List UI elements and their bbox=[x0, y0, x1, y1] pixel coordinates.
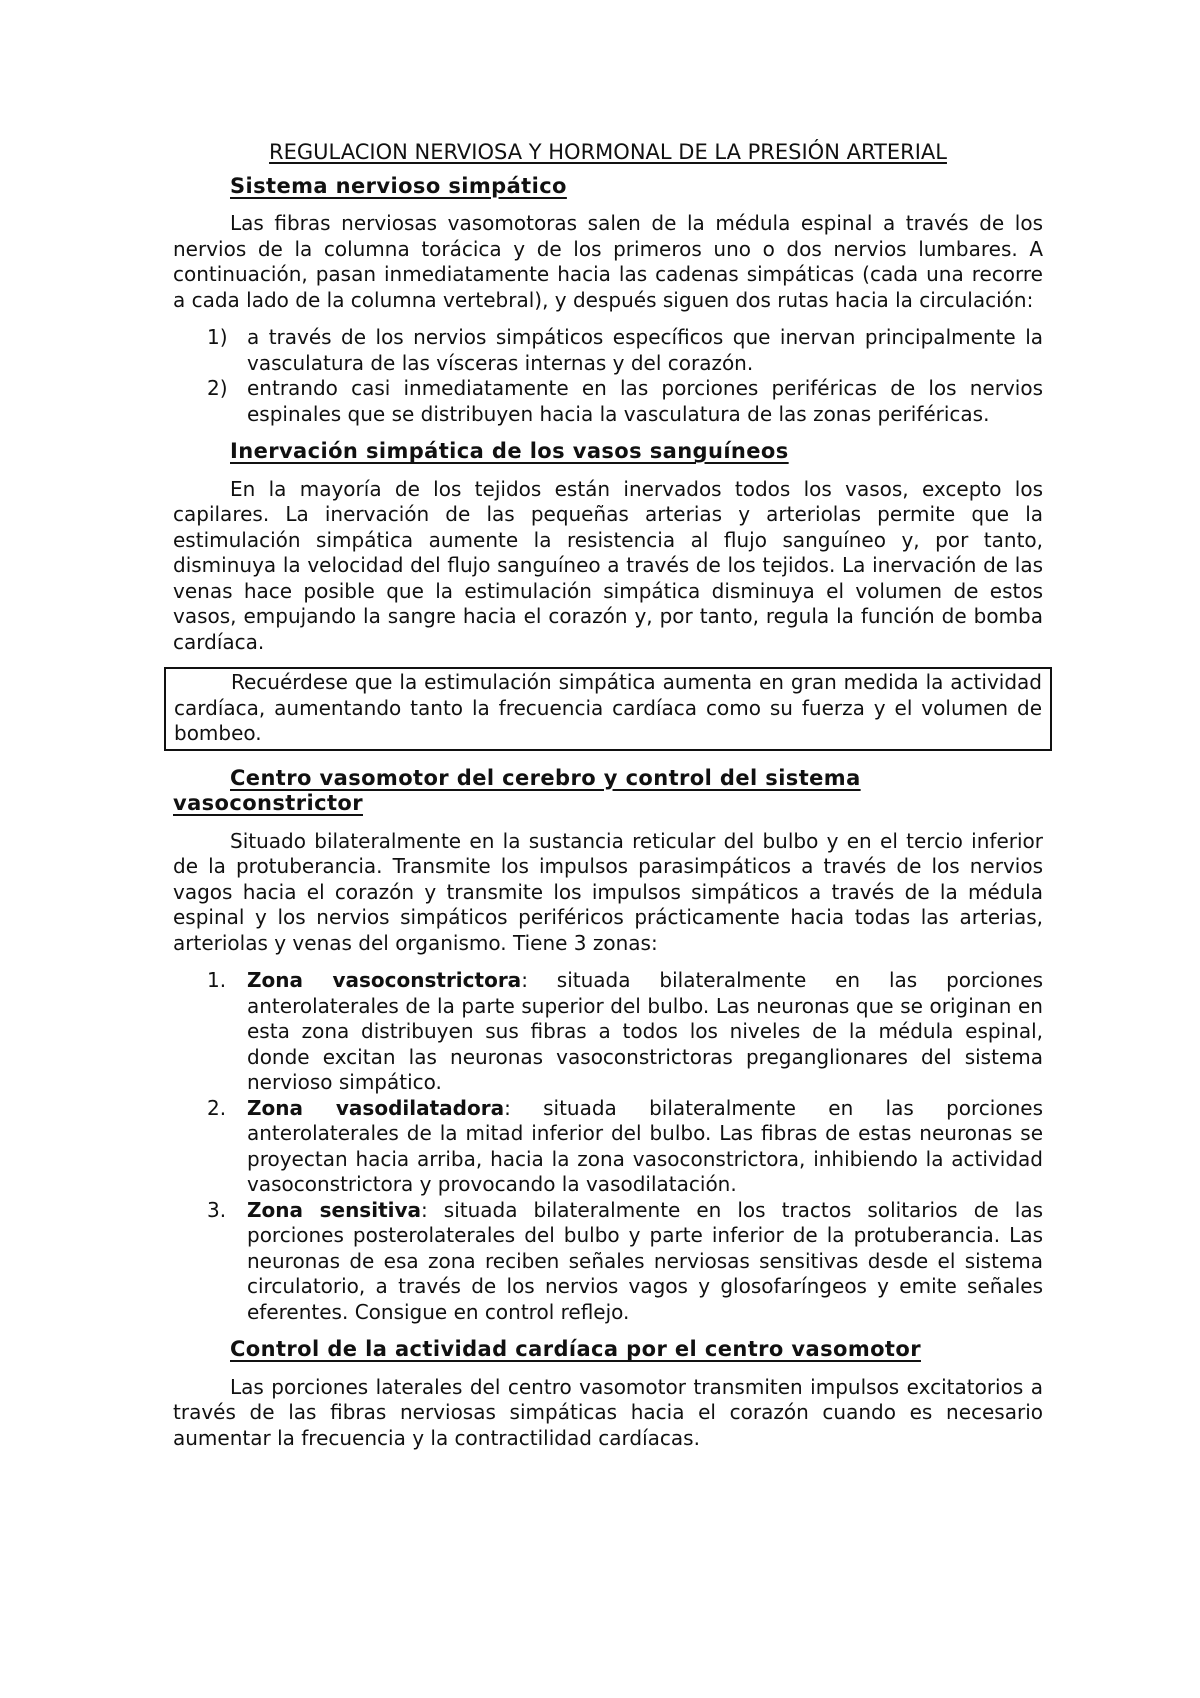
document-title: REGULACION NERVIOSA Y HORMONAL DE LA PRESIÓN ARTERIAL bbox=[269, 140, 947, 164]
list-item-number: 3. bbox=[207, 1197, 227, 1222]
list-item-text: entrando casi inmediatamente en las porciones periféricas de los nervios espinales que se distribuyen hacia la vasculatura de las zonas periféricas. bbox=[247, 376, 1043, 426]
list-item-text: : situada bilateralmente en las porciones anterolaterales de la mitad inferior del bulbo. Las fibras de estas neuronas se proyectan hacia arriba, hacia la zona vasoconstrictora, inhibiendo la actividad vasoconstrictora y provocando la vasodilatación. bbox=[247, 1095, 1043, 1196]
list-item-number: 1) bbox=[207, 325, 228, 349]
document-page bbox=[173, 140, 1043, 1463]
section-paragraph: Las fibras nerviosas vasomotoras salen de la médula espinal a través de los nervios de la columna torácica y de los primeros uno o dos nervios lumbares. A continuación, pasan inmediatamente hacia las cadenas simpáticas (cada una recorre a cada lado de la columna vertebral), y después siguen dos rutas hacia la circulación: bbox=[173, 211, 1043, 312]
list-item-number: 1. bbox=[207, 968, 227, 992]
note-box bbox=[164, 667, 1052, 751]
section-paragraph: Situado bilateralmente en la sustancia reticular del bulbo y en el tercio inferior de la protuberancia. Transmite los impulsos parasimpáticos a través de los nervios vagos hacia el corazón y transmite los impulsos simpáticos a través de la médula espinal y los nervios simpáticos periféricos prácticamente hacia todas las arterias, arteriolas y venas del organismo. Tiene 3 zonas: bbox=[173, 828, 1043, 955]
list-item bbox=[173, 1198, 1043, 1326]
list-item bbox=[173, 376, 1043, 427]
section-heading-centro-vasomotor: Centro vasomotor del cerebro y control del sistema vasoconstrictor bbox=[173, 765, 861, 815]
list-item-number: 2. bbox=[207, 1095, 227, 1120]
section-heading-control-cardiaca: Control de la actividad cardíaca por el centro vasomotor bbox=[230, 1337, 921, 1361]
section-heading-inervacion: Inervación simpática de los vasos sanguíneos bbox=[230, 439, 789, 463]
list-item-term: Zona sensitiva bbox=[247, 1197, 422, 1222]
section-paragraph: En la mayoría de los tejidos están inervados todos los vasos, excepto los capilares. La inervación de las pequeñas arterias y arteriolas permite que la estimulación simpática aumente la resistencia al flujo sanguíneo y, por tanto, disminuya la velocidad del flujo sanguíneo a través de los tejidos. La inervación de las venas hace posible que la estimulación simpática disminuya el volumen de estos vasos, empujando la sangre hacia el corazón y, por tanto, regula la función de bomba cardíaca. bbox=[173, 476, 1043, 654]
list-item-term: Zona vasoconstrictora bbox=[247, 968, 522, 992]
list-item-number: 2) bbox=[207, 376, 228, 400]
list-item bbox=[173, 968, 1043, 1096]
numbered-list bbox=[173, 325, 1043, 427]
list-item bbox=[173, 325, 1043, 376]
list-item-text: a través de los nervios simpáticos específicos que inervan principalmente la vasculatura de las vísceras internas y del corazón. bbox=[247, 325, 1043, 375]
section-paragraph: Las porciones laterales del centro vasomotor transmiten impulsos excitatorios a través de las fibras nerviosas simpáticas hacia el corazón cuando es necesario aumentar la frecuencia y la contractilidad cardíacas. bbox=[173, 1374, 1043, 1450]
list-item-term: Zona vasodilatadora bbox=[247, 1095, 505, 1120]
section-heading-sistema-nervioso: Sistema nervioso simpático bbox=[230, 173, 567, 198]
list-item-text: : situada bilateralmente en los tractos solitarios de las porciones posterolaterales del bulbo y parte inferior de la protuberancia. Las neuronas de esa zona reciben señales nerviosas sensitivas desde el sistema circulatorio, a través de los nervios vagos y glosofaríngeos y emite señales eferentes. Consigue en control reflejo. bbox=[247, 1197, 1043, 1324]
note-text: Recuérdese que la estimulación simpática aumenta en gran medida la actividad cardíaca, aumentando tanto la frecuencia cardíaca como su fuerza y el volumen de bombeo. bbox=[174, 670, 1042, 745]
list-item bbox=[173, 1096, 1043, 1198]
numbered-list bbox=[173, 968, 1043, 1325]
list-item-text: : situada bilateralmente en las porciones anterolaterales de la parte superior del bulbo. Las neuronas que se originan en esta zona distribuyen sus fibras a todos los niveles de la médula espinal, donde excitan las neuronas vasoconstrictoras preganglionares del sistema nervioso simpático. bbox=[247, 968, 1044, 1094]
